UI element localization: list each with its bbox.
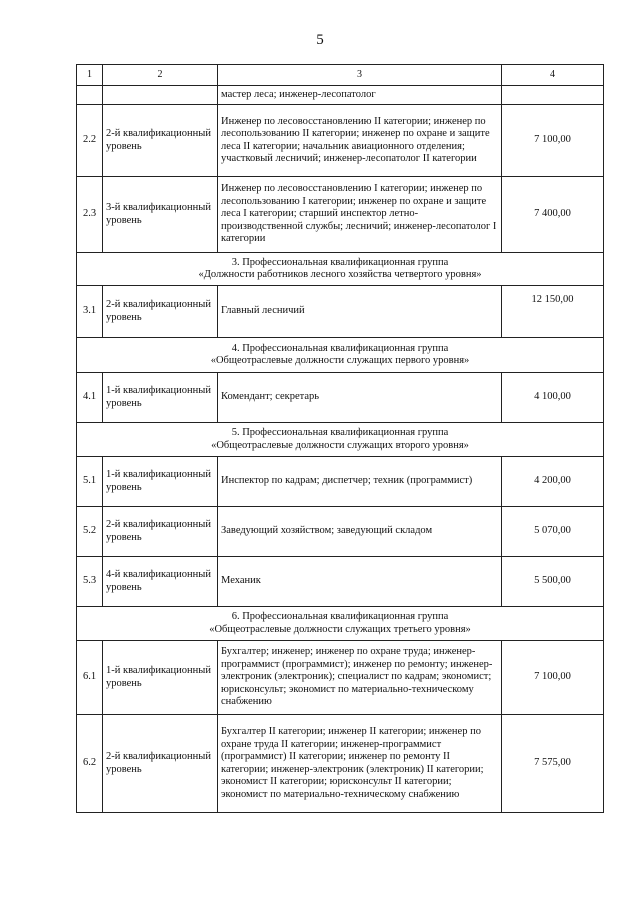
group-header-row bbox=[77, 423, 604, 457]
group-title bbox=[77, 423, 604, 457]
group-title bbox=[77, 607, 604, 641]
salary: 7 100,00 bbox=[502, 641, 604, 715]
header-col-4: 4 bbox=[502, 65, 604, 86]
row-number: 2.3 bbox=[77, 177, 103, 253]
qualification-level: 2-й квалификационный уровень bbox=[103, 286, 218, 338]
positions: Заведующий хозяйством; заведующий складом bbox=[218, 507, 502, 557]
row-number: 4.1 bbox=[77, 373, 103, 423]
table-row bbox=[77, 286, 604, 338]
positions: Комендант; секретарь bbox=[218, 373, 502, 423]
positions: Инженер по лесовосстановлению II категории; инженер по лесопользованию II категории; инженер по охране и защите леса II категории; начальник авиационного отделения; участковый лесничий; инженер-лесопатолог II категории bbox=[218, 105, 502, 177]
table-row bbox=[77, 373, 604, 423]
row-number: 6.1 bbox=[77, 641, 103, 715]
qualification-level: 1-й квалификационный уровень bbox=[103, 373, 218, 423]
row-number: 5.1 bbox=[77, 457, 103, 507]
positions: Инженер по лесовосстановлению I категории; инженер по лесопользованию I категории; инженер по охране и защите леса I категории; старший инспектор летно-производственной службы; лесничий; инженер-лесопатолог I категории bbox=[218, 177, 502, 253]
salary: 7 100,00 bbox=[502, 105, 604, 177]
table-row bbox=[77, 457, 604, 507]
positions: Инспектор по кадрам; диспетчер; техник (программист) bbox=[218, 457, 502, 507]
salary: 4 200,00 bbox=[502, 457, 604, 507]
row-number: 5.3 bbox=[77, 557, 103, 607]
group-header-row bbox=[77, 338, 604, 373]
positions: Главный лесничий bbox=[218, 286, 502, 338]
salary: 5 500,00 bbox=[502, 557, 604, 607]
group-title-line1: 3. Профессиональная квалификационная группа bbox=[231, 256, 449, 268]
row-number: 3.1 bbox=[77, 286, 103, 338]
header-col-2: 2 bbox=[103, 65, 218, 86]
qualification-level: 3-й квалификационный уровень bbox=[103, 177, 218, 253]
table-row bbox=[77, 105, 604, 177]
positions: Механик bbox=[218, 557, 502, 607]
group-title-line1: 5. Профессиональная квалификационная группа bbox=[231, 427, 449, 438]
qualification-level: 1-й квалификационный уровень bbox=[103, 457, 218, 507]
table-row bbox=[77, 177, 604, 253]
qualification-level: 2-й квалификационный уровень bbox=[103, 105, 218, 177]
table-row bbox=[77, 641, 604, 715]
header-col-1: 1 bbox=[77, 65, 103, 86]
qualification-level: 2-й квалификационный уровень bbox=[103, 507, 218, 557]
group-title-line2: «Общеотраслевые должности служащих третьего уровня» bbox=[209, 623, 471, 635]
page-number: 5 bbox=[316, 32, 324, 48]
qualification-level: 1-й квалификационный уровень bbox=[103, 641, 218, 715]
row-number: 2.2 bbox=[77, 105, 103, 177]
group-title-line2: «Общеотраслевые должности служащих второго уровня» bbox=[211, 439, 469, 451]
salary: 7 575,00 bbox=[502, 715, 604, 813]
row-number: 5.2 bbox=[77, 507, 103, 557]
table-header-row bbox=[77, 65, 604, 86]
group-title bbox=[77, 338, 604, 373]
group-title-line1: 4. Профессиональная квалификационная группа bbox=[231, 342, 449, 354]
group-header-row bbox=[77, 607, 604, 641]
salary-table bbox=[76, 64, 604, 813]
table-row bbox=[77, 557, 604, 607]
row-number: 6.2 bbox=[77, 715, 103, 813]
qualification-level: 4-й квалификационный уровень bbox=[103, 557, 218, 607]
salary: 4 100,00 bbox=[502, 373, 604, 423]
table-row bbox=[77, 507, 604, 557]
group-title-line2: «Должности работников лесного хозяйства четвертого уровня» bbox=[198, 269, 482, 280]
continuation-text: мастер леса; инженер-лесопатолог bbox=[218, 86, 502, 105]
group-title-line2: «Общеотраслевые должности служащих первого уровня» bbox=[210, 355, 470, 366]
qualification-level: 2-й квалификационный уровень bbox=[103, 715, 218, 813]
group-header-row bbox=[77, 253, 604, 286]
group-title bbox=[77, 253, 604, 286]
group-title-line1: 6. Профессиональная квалификационная группа bbox=[231, 611, 449, 622]
positions: Бухгалтер II категории; инженер II категории; инженер по охране труда II категории; инженер-программист (программист) II категории; инженер по ремонту II категории; инженер-электроник (электроник) II категории; экономист II категории; юрисконсульт II категории; экономист по материально-техническому снабжению bbox=[218, 715, 502, 813]
continuation-row bbox=[77, 86, 604, 105]
table-row bbox=[77, 715, 604, 813]
salary: 5 070,00 bbox=[502, 507, 604, 557]
salary: 7 400,00 bbox=[502, 177, 604, 253]
positions: Бухгалтер; инженер; инженер по охране труда; инженер-программист (программист); инженер по ремонту; инженер-электроник (электроник); специалист по кадрам; экономист; юрисконсульт; экономист по материально-техническому снабжению bbox=[218, 641, 502, 715]
header-col-3: 3 bbox=[218, 65, 502, 86]
salary: 12 150,00 bbox=[502, 286, 604, 338]
